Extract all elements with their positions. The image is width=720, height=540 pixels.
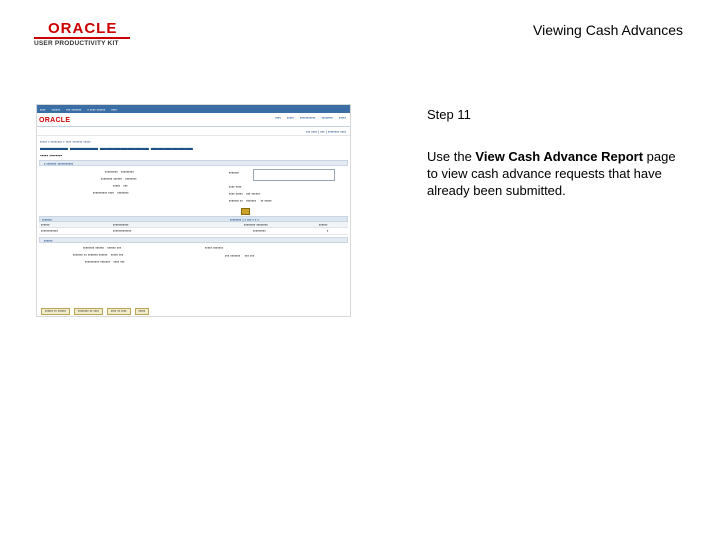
instruction-text-before: Use the: [427, 149, 476, 164]
screenshot-general-info-header: ▪ ▪▪▪▪▪▪▪ ▪▪▪▪▪▪▪▪▪▪▪: [39, 160, 348, 166]
screenshot-employee-name: ▪▪▪▪▪ ▪▪▪▪▪▪▪▪: [40, 153, 62, 158]
step-number: Step 11: [427, 107, 471, 122]
logo-brand: ORACLE: [48, 20, 118, 37]
oracle-upk-logo: [34, 22, 130, 48]
screenshot-totals: ▪▪▪▪▪▪▪▪ ▪▪▪▪▪▪ ▪▪▪▪▪▪ ▪▪▪ ▪▪▪▪▪▪▪ ▪▪ ▪▪▪▪▪▪▪ ▪▪▪▪▪▪ ▪▪▪▪▪ ▪▪▪ ▪▪▪▪▪▪▪▪▪▪ ▪▪▪▪▪▪▪ ▪▪▪▪ ▪▪▪ ▪▪▪▪▪ ▪▪▪▪▪▪▪ ▪▪▪ ▪▪▪▪▪▪▪ ▪▪▪ ▪▪▪: [73, 245, 255, 264]
screenshot-breadcrumb: ▪▪▪▪▪ ▪ ▪▪▪▪▪▪▪▪ ▪ ▪▪▪▪ ▪▪▪▪▪▪▪ ▪▪▪▪▪: [40, 139, 91, 144]
logo-product: USER PRODUCTIVITY KIT: [34, 40, 119, 47]
screenshot-header-links: ▪▪▪▪ ▪▪▪▪▪ ▪▪▪▪▪▪▪▪▪▪▪ ▪▪▪▪▪▪▪▪ ▪▪▪▪▪: [275, 115, 346, 120]
screenshot-top-nav: ▪▪▪▪ ▪▪▪▪▪▪ ▪▪▪ ▪▪▪▪▪▪▪ ▪ ▪▪▪▪ ▪▪▪▪▪▪ ▪▪▪▪: [37, 105, 350, 113]
screenshot-button: ▪▪▪▪▪▪ ▪▪ ▪▪▪▪▪▪: [41, 308, 70, 315]
step-instruction: [427, 148, 687, 199]
instruction-page-name: View Cash Advance Report: [475, 149, 644, 164]
screenshot-page-title: ▬▬▬▬ ▬▬▬▬ ▬▬▬▬▬▬▬ ▬▬▬▬▬▬: [40, 145, 193, 152]
logo-divider: [34, 37, 130, 39]
screenshot-details-columns: ▪▪▪▪▪▪ ▪▪▪▪▪▪▪▪▪▪▪ ▪▪▪▪▪▪▪▪ ▪▪▪▪▪▪▪▪ ▪▪▪▪▪▪: [39, 222, 348, 228]
screenshot-details-row: ▪▪▪▪▪▪▪▪▪▪▪▪ ▪▪▪▪▪▪▪▪▪▪▪▪▪ ▪▪▪▪▪▪▪▪▪ ▪: [39, 228, 348, 235]
screenshot-general-form: ▪▪▪▪▪▪▪▪▪ ▪▪▪▪▪▪▪▪▪ ▪▪▪▪▪▪▪▪ ▪▪▪▪▪▪ ▪▪▪▪▪▪▪▪ ▪▪▪▪▪ ▪▪▪ ▪▪▪▪▪▪▪▪▪▪ ▪▪▪▪ ▪▪▪▪▪▪▪▪ ▪▪▪▪▪▪▪ ▪▪▪▪ ▪▪▪▪ ▪▪▪▪ ▪▪▪▪▪ ▪▪▪ ▪▪▪▪▪▪ ▪▪▪▪▪▪▪ ▪▪ ▪▪▪▪▪▪▪ ▪▪ ▪▪▪▪▪: [39, 166, 348, 214]
screenshot-util-links: ▪▪▪ ▪▪▪▪ | ▪▪▪ | ▪▪▪▪▪▪▪▪ ▪▪▪▪: [37, 127, 350, 136]
screenshot-button: ▪▪▪▪ ▪▪ ▪▪▪▪: [107, 308, 131, 315]
slide-title: Viewing Cash Advances: [533, 22, 683, 38]
instruction-text-after: page to view cash advance requests that have already been submitted.: [427, 149, 676, 198]
screenshot-attachment-icon: [241, 208, 250, 215]
screenshot-oracle-logo: ORACLE: [39, 117, 71, 124]
screenshot-button-bar: [41, 308, 149, 315]
screenshot-totals-header: ▪▪▪▪▪▪: [39, 237, 348, 243]
screenshot-button: ▪▪▪▪▪▪▪▪ ▪▪ ▪▪▪▪: [74, 308, 103, 315]
screenshot-header: [37, 113, 350, 127]
application-screenshot: [36, 104, 351, 317]
screenshot-comment-box: [253, 169, 335, 181]
screenshot-details-grid-header: ▪▪▪▪▪▪▪ ▪▪▪▪▪▪▪▪ | ▪ ▪▪▪ ▪ ▪ ▪: [39, 216, 348, 222]
screenshot-button: ▪▪▪▪▪: [135, 308, 150, 315]
